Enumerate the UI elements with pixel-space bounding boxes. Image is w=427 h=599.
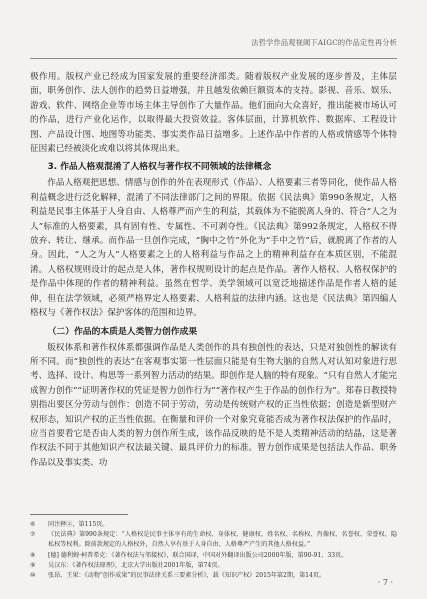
footnote-marker: ⑥ — [30, 521, 36, 528]
footnote-marker: ⑨ — [30, 561, 36, 569]
footnote-item — [30, 551, 397, 561]
section-heading-b: （二）作品的本质是人类智力创作成果 — [47, 326, 198, 337]
footnote-text: 同注释②，第115页。 — [48, 521, 109, 528]
footnote-text: [德] 德利姆·柯普希克：《著作权法与邻接权》，联合国译，中国对外翻译出版公司2000年版，第90-91、33页。 — [48, 551, 348, 559]
section-heading-3: 3. 作品人格观混淆了人格权与著作权不同领域的法律概念 — [47, 162, 272, 173]
footnote-rule — [30, 514, 128, 515]
running-header: 法哲学作品观视阈下AIGC的作品定性再分析 — [251, 38, 397, 47]
footnote-item — [30, 571, 397, 581]
footnote-item — [30, 520, 397, 530]
footnote-marker: ⑧ — [30, 551, 36, 559]
footnote-marker: ⑩ — [30, 572, 36, 580]
footnote-text: 《民法典》第990条规定：“人格权是民事主体享有的生命权、身体权、健康权、姓名权、名称权、肖像权、名誉权、荣誉权、隐私权等权利。除前款规定的人格权外，自然人享有基于人身自由、人格尊严产生的其他人格权益。” — [48, 531, 397, 549]
footnote-text: 张昂、王果：《动物“创作成果”的民事法律关系三要素分析》，载《知识产权》2015年第2期，第14页。 — [48, 572, 326, 580]
footnote-item — [30, 561, 397, 571]
body-paragraph-2: 作品人格观把思想、情感与创作的外在表现形式（作品）、人格要素三者等同化，使作品人格利益概念进行泛化解释，混淆了不同法律部门之间的界限。依据《民法典》第990条规定，人格利益是民事主体基于人身自由、人格尊严而产生的利益，其载体为不能脱离人身的、符合“人之为人”标准的人格要素，具有固有性、专属性、不可剥夺性。《民法典》第992条规定，人格权不得放弃、转让、继承。而作品一旦创作完成，“胸中之竹”外化为“手中之竹”后，就脱离了作者的人身。因此，“人之为人”人格要素之上的人格利益与作品之上的精神利益存在本质区别，不能混淆。人格权规则设计的起点是人体，著作权规则设计的起点是作品。著作人格权、人格权保护的是作品中体现的作者的精神利益。虽然在哲学、美学领域可以宽泛地描述作品是作者人格的延伸，但在法学领域，必须严格界定人格要素、人格利益的法律内涵。这也是《民法典》第四编人格权与《著作权法》保护客体的范围和边界。 — [30, 178, 397, 319]
footnote-marker: ⑦ — [30, 531, 36, 539]
body-paragraph-1: 极作用。版权产业已经成为国家发展的重要经济部类。随着版权产业发展的逐步普及，主体层面，职务创作、法人创作的趋势日益增强，并且越发依赖巨额资本的支持。影视、音乐、娱乐、游戏、软件、网络企业等市场主体主导创作了大量作品。他们面向大众喜好，推出能被市场认可的作品，进行产业化运作，以取得最大投资效益。客体层面，计算机软件、数据库、工程设计图、产品设计图、地图等功能类、事实类作品日益增多。上述作品中作者的人格或情感等个体特征因素已经被淡化或难以将其体现出来。 — [30, 72, 397, 155]
main-body — [30, 70, 397, 470]
page-number: · 7 · — [377, 578, 393, 587]
header-rule — [30, 58, 397, 59]
body-paragraph-3: 版权体系和著作权体系都强调作品是人类创作的具有独创性的表达，只是对独创性的解读有所不同。而“独创性的表达”在客观事实第一性层面只能是有生物大脑的自然人对认知对象进行思考、选择、设计、构思等一系列智力活动的结果。即创作是人脑的特有现象。“只有自然人才能完成智力创作”“证明著作权的凭证是智力创作行为”“著作权产生于作品的创作行为”。郑春日教授特别指出要区分劳动与创作：创造不同于劳动，劳动是传统财产权的正当性依据；创造是新型财产权形态，知识产权的正当性依据。在衡量和评价一个对象究竟能否成为著作权法保护的作品时，应当首要看它是否由人类的智力创作所生成，该作品反映的是不是人类精神活动的结晶，这是著作权法不同于其他知识产权法最关键、最具评价力的标准。智力创作成果是包括法人作品、职务作品以及事实类、功 — [30, 342, 397, 468]
footnotes — [30, 520, 397, 581]
footnote-text: 吴汉东：《著作权法原理》，北京大学出版社2001年版，第74页。 — [48, 561, 224, 569]
footnote-item — [30, 530, 397, 550]
